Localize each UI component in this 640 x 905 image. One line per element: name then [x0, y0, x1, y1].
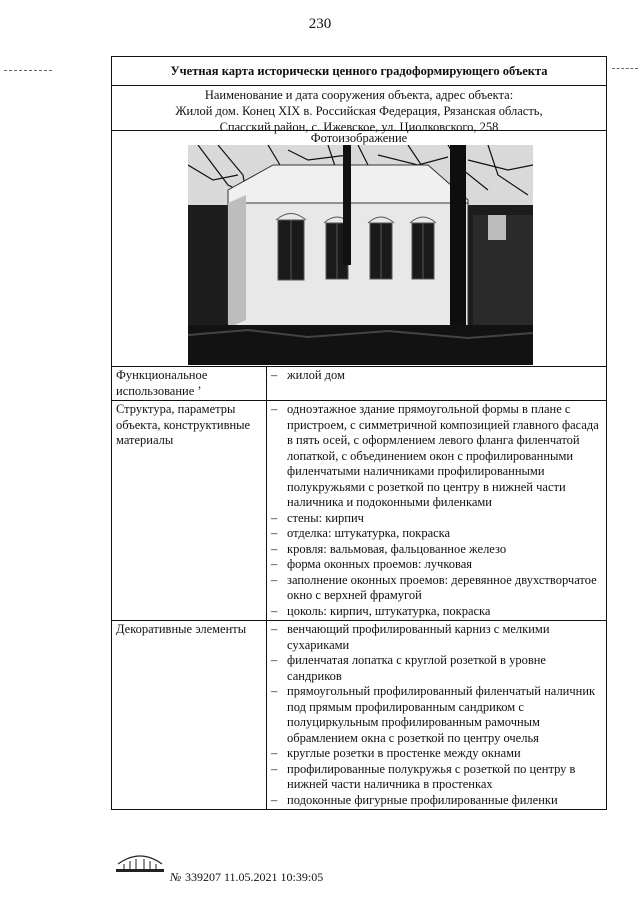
row-label: Функциональное использование ’	[112, 367, 267, 400]
list-item	[271, 653, 603, 684]
list-item	[271, 402, 603, 511]
dash-marker: –	[271, 557, 278, 571]
item-text: филенчатая лопатка с круглой розеткой в уровне сандриков	[287, 653, 546, 683]
list-item	[271, 526, 603, 542]
card-title: Учетная карта исторически ценного градоформирующего объекта	[112, 57, 606, 86]
dash-marker: –	[271, 541, 278, 556]
row-label: Структура, параметры объекта, конструктивные материалы	[112, 401, 267, 620]
object-name-line: Жилой дом. Конец XIX в. Российская Федерация, Рязанская область,	[175, 104, 543, 118]
document-number-mark: №	[170, 870, 182, 884]
item-text: отделка: штукатурка, покраска	[287, 526, 451, 540]
dash-marker: –	[271, 684, 278, 698]
row-structure	[112, 401, 606, 621]
list-item	[271, 542, 603, 558]
dash-marker: –	[271, 603, 278, 618]
row-function	[112, 367, 606, 401]
list-item	[271, 684, 603, 746]
dash-marker: –	[271, 622, 278, 636]
item-text: кровля: вальмовая, фальцованное железо	[287, 541, 507, 556]
object-name-line: Спасский район, с. Ижевское, ул. Циолковского, 258	[219, 120, 499, 134]
object-name-block	[112, 86, 606, 134]
dash-marker: –	[271, 792, 278, 807]
list-item	[271, 573, 603, 604]
document-registration-stamp: 339207 11.05.2021 10:39:05	[185, 870, 324, 884]
dash-marker: –	[271, 761, 278, 776]
dash-marker: –	[271, 402, 278, 416]
dash-marker: –	[271, 572, 278, 587]
item-text: круглые розетки в простенке между окнами	[287, 746, 521, 760]
dash-marker: –	[271, 368, 278, 382]
edge-mark-right	[612, 68, 638, 69]
item-text: профилированные полукружья с розеткой по центру в нижней части наличника в простенках	[287, 761, 576, 791]
row-items	[267, 621, 606, 809]
item-text: одноэтажное здание прямоугольной формы в плане с пристроем, с симметричной композицией главного фасада в пять осей, с оформлением левого фланга филенчатой лопаткой, с объединением окон с профилированными филенчатыми наличниками профилированными полукружьями с розеткой по центру в нижней части наличника и подоконными филенками	[287, 402, 599, 509]
dash-marker: –	[271, 526, 278, 540]
list-item	[271, 511, 603, 527]
item-text: цоколь: кирпич, штукатурка, покраска	[287, 603, 491, 618]
item-text: венчающий профилированный карниз с мелкими сухариками	[287, 622, 550, 652]
row-items	[267, 401, 606, 620]
list-item	[271, 368, 603, 384]
edge-mark-left	[4, 70, 52, 71]
list-item	[271, 793, 603, 809]
item-text: подоконные фигурные профилированные филенки	[287, 792, 558, 807]
photo-label: Фотоизображение	[310, 131, 408, 145]
list-item	[271, 604, 603, 620]
building-photo	[188, 145, 533, 365]
item-text: заполнение оконных проемов: деревянное двухстворчатое окно с верхней фрамугой	[287, 572, 597, 602]
list-item	[271, 622, 603, 653]
item-text: форма оконных проемов: лучковая	[287, 557, 473, 571]
item-text: жилой дом	[287, 368, 345, 382]
photo-section	[112, 131, 606, 367]
list-item	[271, 746, 603, 762]
dash-marker: –	[271, 653, 278, 667]
item-text: стены: кирпич	[287, 510, 364, 525]
page-number: 230	[308, 16, 332, 32]
dash-marker: –	[271, 510, 278, 525]
list-item	[271, 762, 603, 793]
registry-logo-icon	[112, 850, 168, 874]
dash-marker: –	[271, 746, 278, 760]
row-label: Декоративные элементы	[112, 621, 267, 809]
list-item	[271, 557, 603, 573]
item-text: прямоугольный профилированный филенчатый наличник под прямым профилированным сандриком с полуциркульным профилированным рамочным обрамлением окна с розеткой по центру очелья	[287, 684, 596, 745]
object-name-line: Наименование и дата сооружения объекта, адрес объекта:	[204, 88, 514, 102]
row-items	[267, 367, 606, 400]
registration-card	[111, 56, 607, 810]
row-decorative	[112, 621, 606, 809]
